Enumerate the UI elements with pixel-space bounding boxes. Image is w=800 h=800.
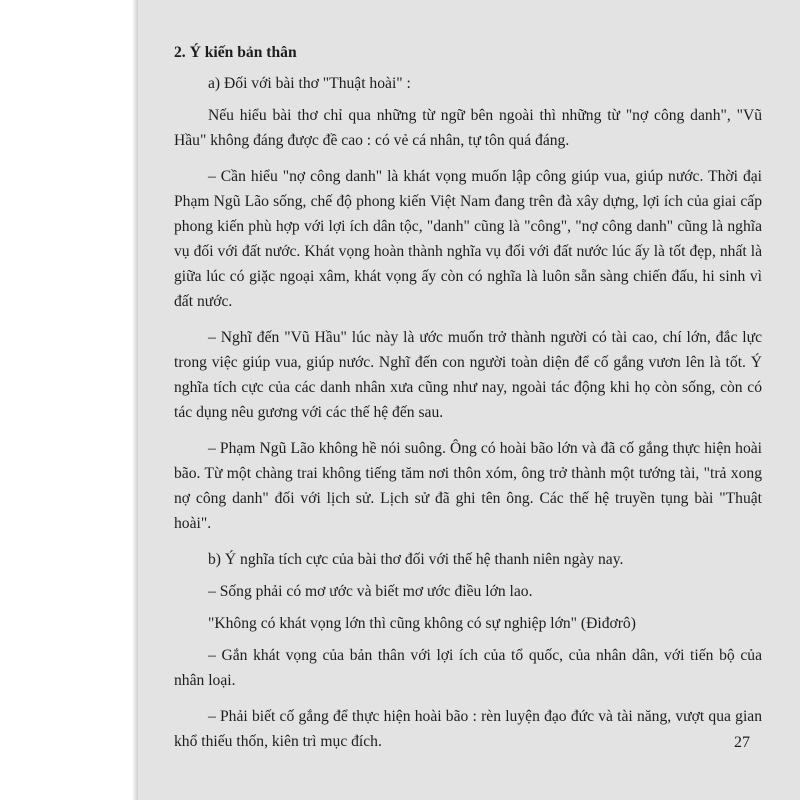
paragraph-pham-ngu-lao: – Phạm Ngũ Lão không hề nói suông. Ông có hoài bão lớn và đã cố gắng thực hiện hoài bão. Từ một chàng trai không tiếng tăm nơi thôn xóm, ông trở thành một tướng tài, "trả xong nợ công danh" đối với lịch sử. Lịch sử đã ghi tên ông. Các thế hệ truyền tụng bài "Thuật hoài". <box>174 440 762 532</box>
page-content <box>174 40 762 765</box>
book-page <box>138 0 800 800</box>
page-number: 27 <box>734 734 750 751</box>
point-b-2: – Gắn khát vọng của bản thân với lợi ích của tổ quốc, của nhân dân, với tiến bộ của nhân loại. <box>174 647 762 689</box>
section-heading: 2. Ý kiến bản thân <box>174 44 297 61</box>
subsection-a-heading: a) Đối với bài thơ "Thuật hoài" : <box>208 75 411 92</box>
point-b-1: – Sống phải có mơ ước và biết mơ ước điều lớn lao. <box>208 583 533 600</box>
subsection-b-heading: b) Ý nghĩa tích cực của bài thơ đối với thế hệ thanh niên ngày nay. <box>208 551 624 568</box>
point-b-3: – Phải biết cố gắng để thực hiện hoài bão : rèn luyện đạo đức và tài năng, vượt qua gian khổ thiếu thốn, kiên trì mục đích. <box>174 708 762 750</box>
quote-didero: "Không có khát vọng lớn thì cũng không có sự nghiệp lớn" (Điđơrô) <box>208 615 636 632</box>
paragraph-vu-hau: – Nghĩ đến "Vũ Hầu" lúc này là ước muốn trở thành người có tài cao, chí lớn, đắc lực trong việc giúp vua, giúp nước. Nghĩ đến con người toàn diện để cố gắng vươn lên là tốt. Ý nghĩa tích cực của các danh nhân xưa cũng như nay, ngoài tác động khi họ còn sống, còn có tác dụng nêu gương với các thế hệ đến sau. <box>174 329 762 421</box>
paragraph-no-cong-danh: – Cần hiểu "nợ công danh" là khát vọng muốn lập công giúp vua, giúp nước. Thời đại Phạm Ngũ Lão sống, chế độ phong kiến Việt Nam đang trên đà xây dựng, lợi ích của giai cấp phong kiến phù hợp với lợi ích dân tộc, "danh" cũng là "công", "nợ công danh" cũng là nghĩa vụ đối với đất nước. Khát vọng hoàn thành nghĩa vụ đối với đất nước lúc ấy là tốt đẹp, nhất là giữa lúc có giặc ngoại xâm, khát vọng ấy còn có nghĩa là luôn sẵn sàng chiến đấu, hi sinh vì đất nước. <box>174 168 762 310</box>
paragraph-intro: Nếu hiểu bài thơ chỉ qua những từ ngữ bên ngoài thì những từ "nợ công danh", "Vũ Hầu" không đáng được đề cao : có vẻ cá nhân, tự tôn quá đáng. <box>174 107 762 149</box>
